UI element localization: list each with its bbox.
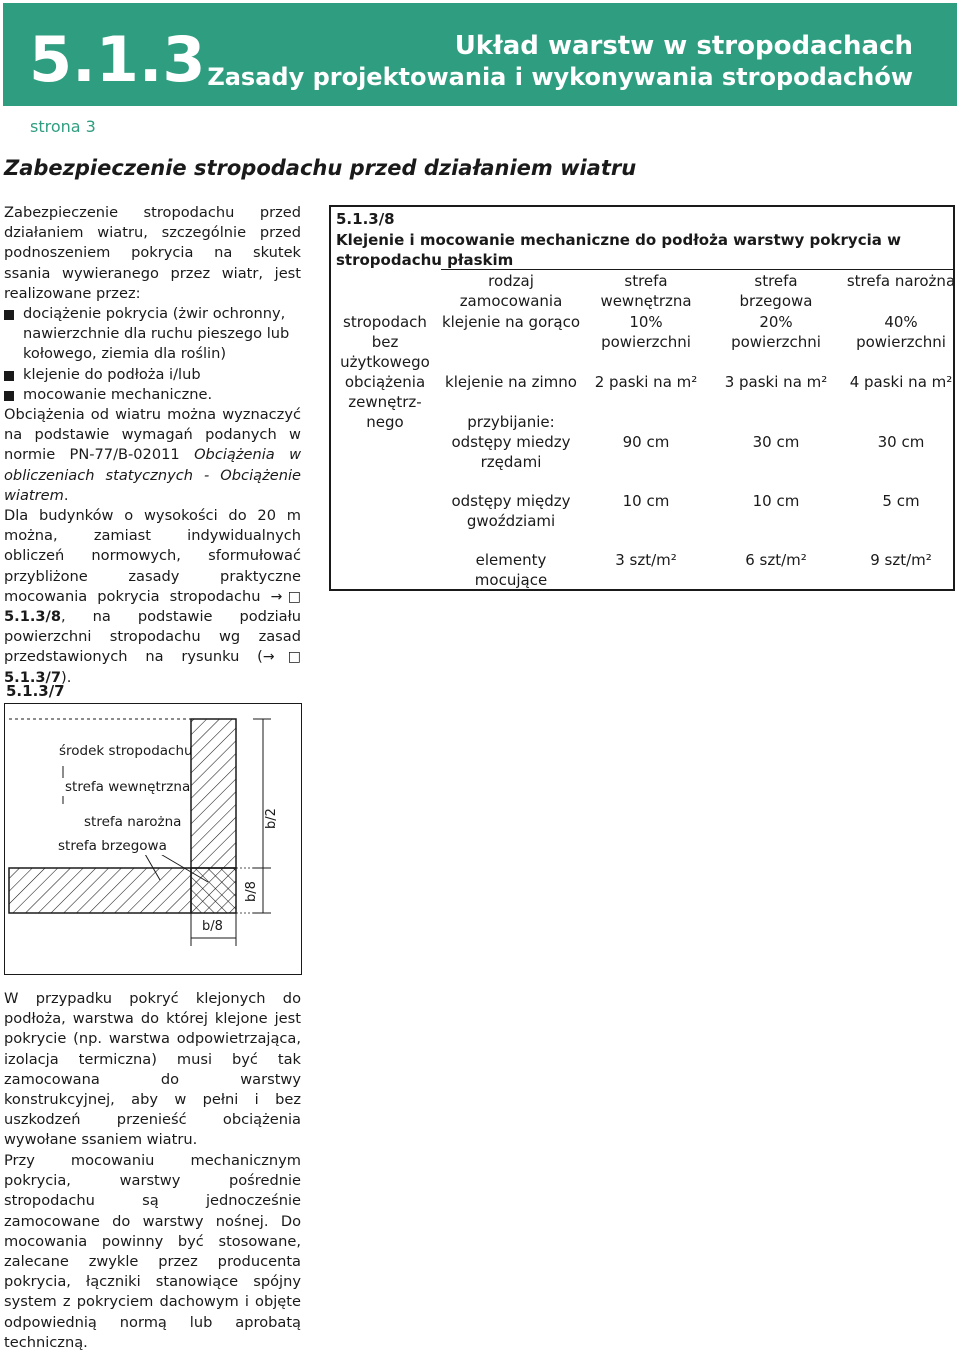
mechanical-paragraph: Przy mocowaniu mechanicznym pokrycia, warstwy pośrednie stropodachu są jednocześnie zamocowane do warstwy nośnej. Do mocowania powinny być stosowane, zalecane zwykle przez producenta pokrycia, łączniki stanowiące spójny system z pokryciem dachowym i objęte odpowiednią normą lub aprobatą techniczną.	[4, 1152, 301, 1351]
table-title: Klejenie i mocowanie mechaniczne do podłoża warstwy pokrycia w stropodachu płaskim	[336, 231, 901, 269]
header-title-2: Zasady projektowania i wykonywania stropodachów	[207, 63, 913, 91]
zone-diagram	[4, 703, 302, 975]
figure-reference-link[interactable]: 5.1.3/7	[4, 668, 62, 686]
header-banner	[3, 3, 957, 106]
table-cell: 9 szt/m²	[870, 551, 932, 569]
corner-zone-crosshatch	[191, 868, 236, 913]
bullet-list	[4, 304, 301, 405]
chapter-number: 5.1.3	[29, 23, 206, 96]
square-bullet-icon	[4, 371, 14, 381]
table-cell: klejenie na gorąco	[441, 313, 581, 331]
table-header-corner: strefa narożna	[846, 272, 956, 290]
table-reference-link[interactable]: 5.1.3/8	[4, 608, 62, 626]
glued-paragraph: W przypadku pokryć klejonych do podłoża, warstwa do której klejone jest pokrycie (np. warstwa odpowietrzająca, izolacja termiczna) musi być tak zamocowana do warstwy konstrukcyjnej, aby w pełni i bez uszkodzeń przenieść obciążenia wywołane ssaniem wiatru.	[4, 990, 301, 1149]
buildings-paragraph: Dla budynków o wysokości do 20 m można, zamiast indywidualnych obliczeń normowych, sformułować przybliżone zasady praktyczne mocowania pokrycia stropodachu →□ 5.1.3/8, na podstawie podziału powierzchni stropodachu wg zasad przedstawionych na rysunku (→□ 5.1.3/7).	[4, 507, 302, 686]
section-title: Zabezpieczenie stropodachu przed działaniem wiatru	[4, 156, 637, 180]
table-header-edge: strefa brzegowa	[739, 272, 813, 310]
table-number: 5.1.3/8	[336, 210, 395, 228]
table-cell: 40% powierzchni	[856, 313, 946, 351]
figure-number: 5.1.3/7	[6, 682, 65, 700]
norm-title: Obciążenia w obliczeniach statycznych - Obciążenie wiatrem	[4, 446, 302, 504]
table-cell: klejenie na zimno	[445, 373, 577, 391]
label-center: środek stropodachu	[59, 743, 193, 759]
table-cell: 10% powierzchni	[601, 313, 691, 351]
table-cell: 4 paski na m²	[849, 373, 953, 391]
table-box	[329, 205, 955, 591]
list-item: klejenie do podłoża i/lub	[4, 365, 301, 385]
loads-paragraph: Obciążenia od wiatru można wyznaczyć na podstawie wymagań podanych w normie PN-77/B-02011 Obciążenia w obliczeniach statycznych - Obciążenie wiatrem.	[4, 406, 302, 504]
list-item: mocowanie mechaniczne.	[4, 385, 301, 405]
table-cell: 6 szt/m²	[745, 551, 807, 569]
table-header-type: rodzaj zamocowania	[459, 272, 563, 310]
table-cell: elementy mocujące	[474, 551, 548, 589]
page-label: strona 3	[30, 117, 96, 136]
label-corner-zone: strefa narożna	[84, 814, 182, 830]
table-cell: przybijanie: odstępy miedzy rzędami	[451, 413, 571, 471]
table-cell: 2 paski na m²	[594, 373, 698, 391]
label-dim-eighth-v: b/8	[244, 881, 259, 902]
table-cell: 10 cm	[622, 492, 670, 510]
square-bullet-icon	[4, 391, 14, 401]
intro-paragraph: Zabezpieczenie stropodachu przed działaniem wiatru, szczególnie przed podnoszeniem pokrycia na skutek ssania wywieranego przez wiatr, jest realizowane przez:	[4, 204, 301, 302]
table-row-label: stropodach bez użytkowego obciążenia zewnętrz-nego	[340, 313, 430, 431]
table-cell: odstępy między gwoździami	[451, 492, 571, 530]
zone-diagram-svg	[5, 704, 301, 974]
left-column	[4, 203, 301, 688]
edge-zone-vertical	[191, 719, 236, 868]
label-inner-zone: strefa wewnętrzna	[65, 779, 191, 795]
table-cell: 3 paski na m²	[724, 373, 828, 391]
arrow-box-reference-icon: →□	[262, 649, 301, 666]
table-cell: 10 cm	[752, 492, 800, 510]
label-dim-eighth-h: b/8	[202, 919, 223, 934]
arrow-box-reference-icon: →□	[270, 588, 302, 605]
table-cell: 3 szt/m²	[615, 551, 677, 569]
table-cell: 30 cm	[752, 433, 800, 451]
label-edge-zone: strefa brzegowa	[58, 838, 167, 854]
header-title-1: Układ warstw w stropodachach	[454, 31, 913, 61]
edge-zone-horizontal	[9, 868, 191, 913]
table-header-divider	[441, 269, 953, 270]
table-cell: 20% powierzchni	[731, 313, 821, 351]
square-bullet-icon	[4, 310, 14, 320]
table-header-inner: strefa wewnętrzna	[600, 272, 692, 310]
table-cell: 30 cm	[877, 433, 925, 451]
label-dim-half: b/2	[264, 808, 279, 829]
table-cell: 90 cm	[622, 433, 670, 451]
list-item: dociążenie pokrycia (żwir ochronny, nawierzchnie dla ruchu pieszego lub kołowego, ziemia dla roślin)	[4, 304, 301, 365]
table-cell: 5 cm	[882, 492, 920, 510]
